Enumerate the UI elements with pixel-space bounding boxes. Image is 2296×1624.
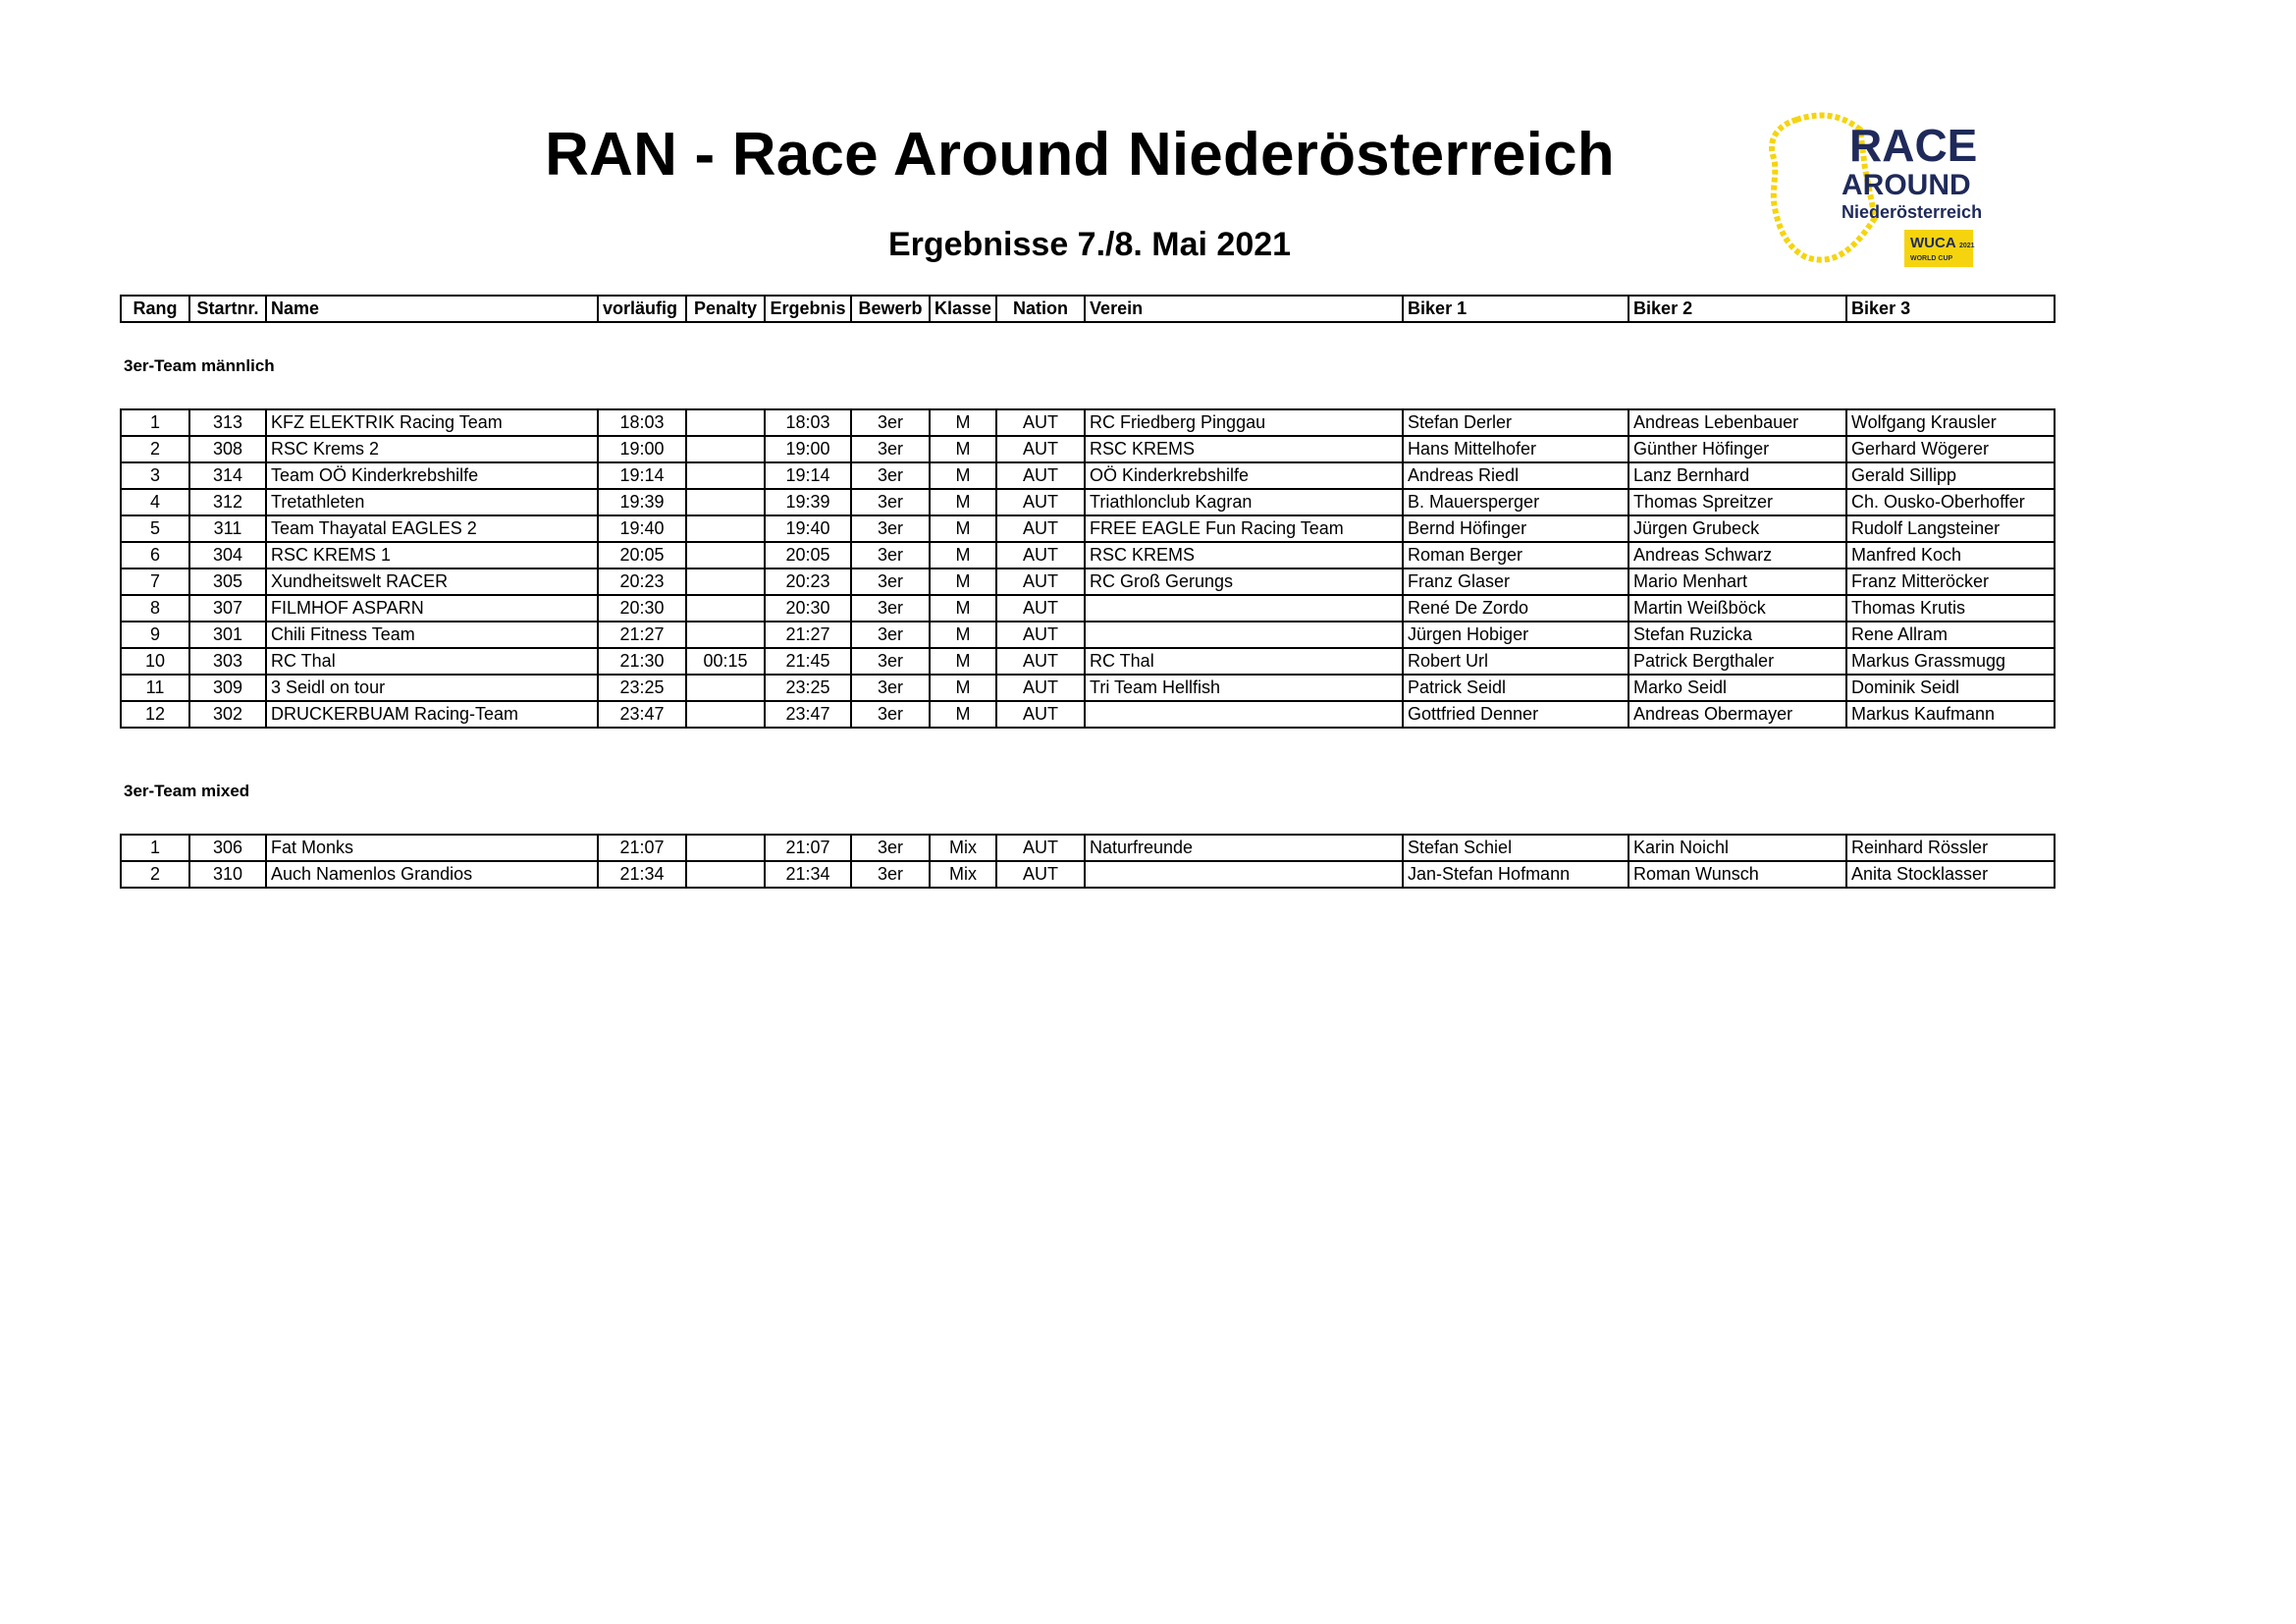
cell-penalty [686,409,765,436]
cell-ergebnis: 21:07 [765,835,851,861]
cell-klasse: M [930,675,996,701]
cell-nation: AUT [996,861,1085,888]
cell-penalty [686,675,765,701]
cell-nation: AUT [996,542,1085,568]
cell-biker3: Thomas Krutis [1846,595,2055,622]
cell-vorlaeufig: 20:30 [598,595,686,622]
cell-startnr: 307 [189,595,266,622]
cell-vorlaeufig: 23:47 [598,701,686,728]
cell-verein: Naturfreunde [1085,835,1403,861]
cell-vorlaeufig: 20:23 [598,568,686,595]
results-table-maennlich [120,408,2056,729]
page-subtitle: Ergebnisse 7./8. Mai 2021 [887,226,1292,263]
table-row [121,568,2055,595]
cell-vorlaeufig: 20:05 [598,542,686,568]
cell-klasse: M [930,462,996,489]
cell-biker1: Franz Glaser [1403,568,1629,595]
cell-penalty [686,861,765,888]
column-header-vorlaeufig: vorläufig [598,296,686,322]
cell-biker2: Andreas Obermayer [1629,701,1846,728]
cell-bewerb: 3er [851,622,930,648]
cell-rang: 4 [121,489,189,515]
column-header-bewerb: Bewerb [851,296,930,322]
cell-verein: RSC KREMS [1085,436,1403,462]
cell-vorlaeufig: 21:34 [598,861,686,888]
cell-rang: 8 [121,595,189,622]
cell-vorlaeufig: 18:03 [598,409,686,436]
cell-startnr: 301 [189,622,266,648]
column-header-biker3: Biker 3 [1846,296,2055,322]
cell-vorlaeufig: 19:40 [598,515,686,542]
cell-startnr: 306 [189,835,266,861]
cell-klasse: M [930,409,996,436]
cell-biker3: Rudolf Langsteiner [1846,515,2055,542]
cell-klasse: M [930,568,996,595]
page-title: RAN - Race Around Niederösterreich [545,121,1615,189]
cell-nation: AUT [996,835,1085,861]
table-row [121,835,2055,861]
cell-bewerb: 3er [851,542,930,568]
table-row [121,409,2055,436]
cell-ergebnis: 21:27 [765,622,851,648]
cell-penalty [686,489,765,515]
cell-startnr: 303 [189,648,266,675]
cell-klasse: M [930,436,996,462]
cell-verein: OÖ Kinderkrebshilfe [1085,462,1403,489]
cell-name: FILMHOF ASPARN [266,595,598,622]
cell-startnr: 314 [189,462,266,489]
table-row [121,436,2055,462]
cell-biker2: Mario Menhart [1629,568,1846,595]
cell-biker1: René De Zordo [1403,595,1629,622]
cell-name: RSC Krems 2 [266,436,598,462]
cell-klasse: M [930,542,996,568]
cell-startnr: 310 [189,861,266,888]
cell-ergebnis: 18:03 [765,409,851,436]
table-row [121,675,2055,701]
cell-startnr: 305 [189,568,266,595]
cell-ergebnis: 19:00 [765,436,851,462]
cell-rang: 1 [121,835,189,861]
cell-ergebnis: 21:45 [765,648,851,675]
table-row [121,489,2055,515]
cell-penalty [686,542,765,568]
cell-name: RSC KREMS 1 [266,542,598,568]
cell-biker3: Dominik Seidl [1846,675,2055,701]
cell-biker1: Jan-Stefan Hofmann [1403,861,1629,888]
cell-biker3: Manfred Koch [1846,542,2055,568]
cell-nation: AUT [996,595,1085,622]
cell-biker2: Roman Wunsch [1629,861,1846,888]
cell-biker3: Anita Stocklasser [1846,861,2055,888]
cell-biker2: Lanz Bernhard [1629,462,1846,489]
cell-biker2: Patrick Bergthaler [1629,648,1846,675]
cell-biker1: Hans Mittelhofer [1403,436,1629,462]
cell-verein: RC Groß Gerungs [1085,568,1403,595]
cell-biker3: Rene Allram [1846,622,2055,648]
cell-verein [1085,861,1403,888]
table-row [121,542,2055,568]
cell-vorlaeufig: 19:39 [598,489,686,515]
cell-biker3: Reinhard Rössler [1846,835,2055,861]
cell-name: Tretathleten [266,489,598,515]
wuca-badge-text: WUCA [1910,235,1956,251]
cell-biker3: Franz Mitteröcker [1846,568,2055,595]
cell-klasse: Mix [930,835,996,861]
cell-biker1: Roman Berger [1403,542,1629,568]
cell-startnr: 309 [189,675,266,701]
cell-biker1: Stefan Derler [1403,409,1629,436]
cell-biker2: Andreas Lebenbauer [1629,409,1846,436]
cell-biker3: Ch. Ousko-Oberhoffer [1846,489,2055,515]
cell-name: Fat Monks [266,835,598,861]
cell-ergebnis: 20:30 [765,595,851,622]
cell-biker2: Jürgen Grubeck [1629,515,1846,542]
cell-name: KFZ ELEKTRIK Racing Team [266,409,598,436]
logo-line1: RACE [1849,120,1978,171]
cell-name: 3 Seidl on tour [266,675,598,701]
cell-nation: AUT [996,675,1085,701]
column-header-biker1: Biker 1 [1403,296,1629,322]
cell-biker2: Günther Höfinger [1629,436,1846,462]
cell-biker3: Gerald Sillipp [1846,462,2055,489]
cell-verein [1085,701,1403,728]
cell-klasse: M [930,701,996,728]
cell-penalty [686,622,765,648]
cell-ergebnis: 23:25 [765,675,851,701]
section-label-maennlich: 3er-Team männlich [124,356,275,375]
cell-klasse: M [930,622,996,648]
cell-rang: 7 [121,568,189,595]
cell-biker2: Karin Noichl [1629,835,1846,861]
cell-nation: AUT [996,622,1085,648]
cell-name: Xundheitswelt RACER [266,568,598,595]
cell-startnr: 302 [189,701,266,728]
cell-startnr: 304 [189,542,266,568]
cell-startnr: 313 [189,409,266,436]
cell-biker3: Markus Grassmugg [1846,648,2055,675]
table-row [121,861,2055,888]
cell-bewerb: 3er [851,462,930,489]
cell-bewerb: 3er [851,515,930,542]
cell-nation: AUT [996,648,1085,675]
cell-bewerb: 3er [851,595,930,622]
cell-name: Auch Namenlos Grandios [266,861,598,888]
logo-line3: Niederösterreich [1842,202,1983,222]
cell-rang: 1 [121,409,189,436]
cell-biker1: Jürgen Hobiger [1403,622,1629,648]
cell-penalty [686,515,765,542]
column-header-ergebnis: Ergebnis [765,296,851,322]
cell-ergebnis: 21:34 [765,861,851,888]
cell-biker1: Andreas Riedl [1403,462,1629,489]
column-header-nation: Nation [996,296,1085,322]
section-label-mixed: 3er-Team mixed [124,782,250,800]
cell-startnr: 312 [189,489,266,515]
cell-ergebnis: 20:05 [765,542,851,568]
cell-biker2: Martin Weißböck [1629,595,1846,622]
cell-rang: 2 [121,861,189,888]
cell-biker3: Markus Kaufmann [1846,701,2055,728]
cell-bewerb: 3er [851,648,930,675]
column-header-startnr: Startnr. [189,296,266,322]
cell-startnr: 311 [189,515,266,542]
cell-klasse: Mix [930,861,996,888]
cell-nation: AUT [996,436,1085,462]
header-row [121,296,2055,322]
cell-vorlaeufig: 21:30 [598,648,686,675]
cell-bewerb: 3er [851,489,930,515]
cell-penalty [686,462,765,489]
cell-nation: AUT [996,701,1085,728]
cell-name: Team Thayatal EAGLES 2 [266,515,598,542]
cell-klasse: M [930,515,996,542]
cell-rang: 9 [121,622,189,648]
cell-verein: RC Friedberg Pinggau [1085,409,1403,436]
cell-vorlaeufig: 23:25 [598,675,686,701]
results-table-mixed [120,834,2056,889]
cell-ergebnis: 20:23 [765,568,851,595]
cell-nation: AUT [996,462,1085,489]
wuca-badge-sub: WORLD CUP [1910,255,1953,262]
table-row [121,648,2055,675]
cell-biker1: Patrick Seidl [1403,675,1629,701]
cell-nation: AUT [996,568,1085,595]
cell-startnr: 308 [189,436,266,462]
cell-klasse: M [930,489,996,515]
cell-penalty [686,835,765,861]
cell-bewerb: 3er [851,675,930,701]
cell-rang: 10 [121,648,189,675]
cell-nation: AUT [996,489,1085,515]
table-row [121,515,2055,542]
cell-verein: Triathlonclub Kagran [1085,489,1403,515]
column-header-biker2: Biker 2 [1629,296,1846,322]
cell-rang: 5 [121,515,189,542]
cell-penalty: 00:15 [686,648,765,675]
cell-biker2: Thomas Spreitzer [1629,489,1846,515]
cell-rang: 3 [121,462,189,489]
cell-bewerb: 3er [851,568,930,595]
cell-bewerb: 3er [851,409,930,436]
table-row [121,701,2055,728]
wuca-badge-year: 2021 [1959,243,1975,249]
cell-rang: 11 [121,675,189,701]
cell-ergebnis: 19:14 [765,462,851,489]
cell-verein [1085,622,1403,648]
cell-verein: Tri Team Hellfish [1085,675,1403,701]
cell-ergebnis: 19:40 [765,515,851,542]
cell-bewerb: 3er [851,861,930,888]
cell-penalty [686,701,765,728]
cell-biker1: Stefan Schiel [1403,835,1629,861]
cell-biker1: Robert Url [1403,648,1629,675]
cell-biker1: Bernd Höfinger [1403,515,1629,542]
cell-name: DRUCKERBUAM Racing-Team [266,701,598,728]
cell-vorlaeufig: 21:07 [598,835,686,861]
column-header-verein: Verein [1085,296,1403,322]
cell-biker1: Gottfried Denner [1403,701,1629,728]
cell-vorlaeufig: 19:14 [598,462,686,489]
cell-verein: FREE EAGLE Fun Racing Team [1085,515,1403,542]
cell-penalty [686,568,765,595]
cell-biker3: Wolfgang Krausler [1846,409,2055,436]
cell-biker3: Gerhard Wögerer [1846,436,2055,462]
cell-ergebnis: 23:47 [765,701,851,728]
cell-penalty [686,436,765,462]
cell-biker1: B. Mauersperger [1403,489,1629,515]
cell-rang: 12 [121,701,189,728]
table-row [121,462,2055,489]
cell-klasse: M [930,595,996,622]
cell-name: RC Thal [266,648,598,675]
race-around-logo [1767,110,2008,273]
cell-penalty [686,595,765,622]
table-row [121,622,2055,648]
cell-ergebnis: 19:39 [765,489,851,515]
cell-vorlaeufig: 19:00 [598,436,686,462]
cell-verein: RC Thal [1085,648,1403,675]
cell-bewerb: 3er [851,436,930,462]
column-header-klasse: Klasse [930,296,996,322]
column-header-rang: Rang [121,296,189,322]
table-row [121,595,2055,622]
cell-biker2: Andreas Schwarz [1629,542,1846,568]
cell-biker2: Stefan Ruzicka [1629,622,1846,648]
cell-name: Chili Fitness Team [266,622,598,648]
logo-line2: AROUND [1842,169,1971,201]
cell-verein [1085,595,1403,622]
cell-rang: 6 [121,542,189,568]
cell-rang: 2 [121,436,189,462]
cell-klasse: M [930,648,996,675]
column-header-penalty: Penalty [686,296,765,322]
cell-bewerb: 3er [851,701,930,728]
cell-vorlaeufig: 21:27 [598,622,686,648]
results-header [120,295,2056,323]
cell-verein: RSC KREMS [1085,542,1403,568]
cell-bewerb: 3er [851,835,930,861]
cell-nation: AUT [996,515,1085,542]
cell-name: Team OÖ Kinderkrebshilfe [266,462,598,489]
cell-nation: AUT [996,409,1085,436]
cell-biker2: Marko Seidl [1629,675,1846,701]
column-header-name: Name [266,296,598,322]
